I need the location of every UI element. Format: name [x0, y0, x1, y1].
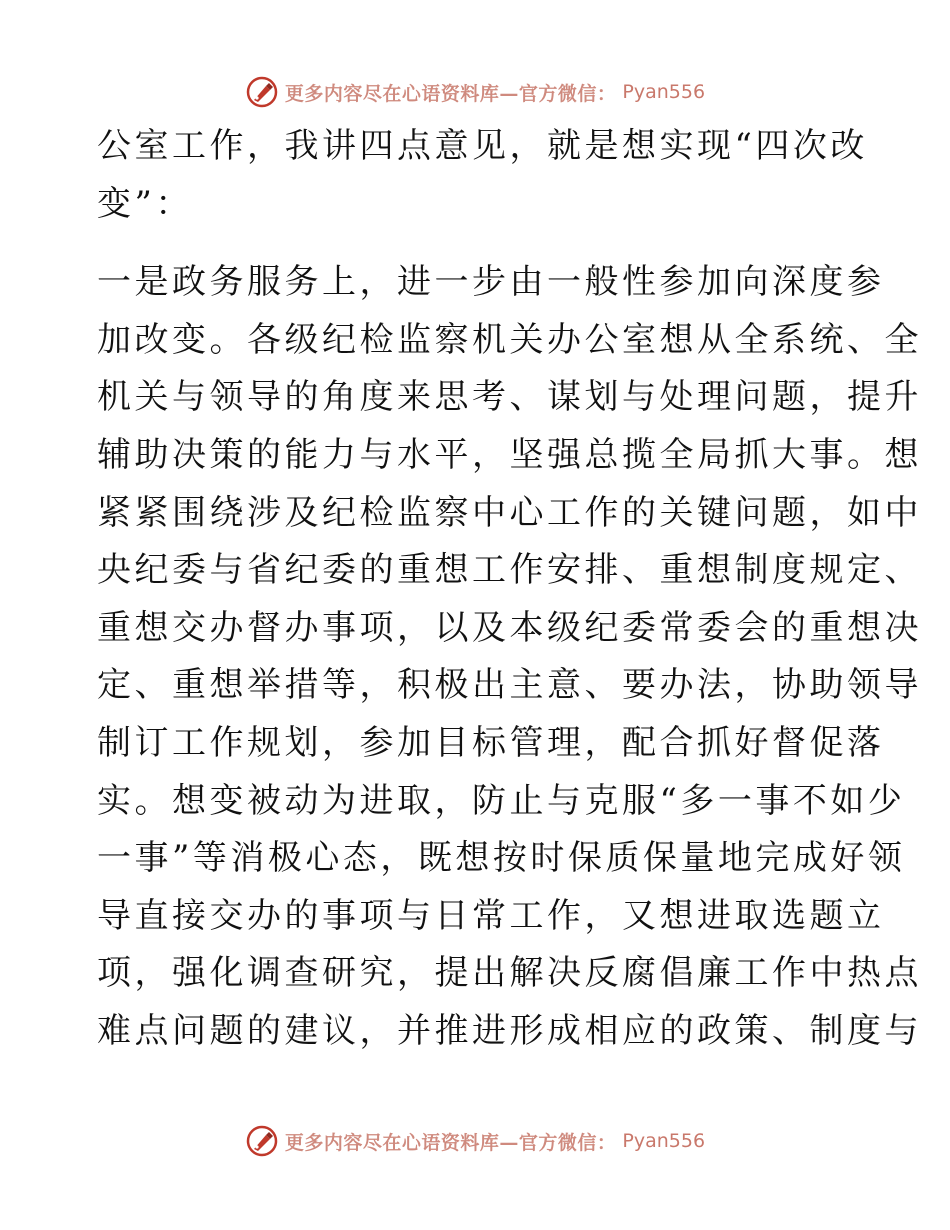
text-line: 变”： — [97, 183, 193, 224]
text-line: 一是政务服务上，进一步由一般性参加向深度参 — [97, 262, 885, 303]
text-line: 加改变。各级纪检监察机关办公室想从全系统、全 — [97, 319, 922, 360]
text-line: 央纪委与省纪委的重想工作安排、重想制度规定、 — [97, 550, 922, 591]
text-line: 制订工作规划，参加目标管理，配合抓好督促落 — [97, 722, 885, 763]
watermark-account: Pyan556 — [622, 81, 706, 103]
pen-nib-logo-icon — [245, 1124, 279, 1158]
header-watermark — [0, 72, 950, 112]
footer-watermark — [0, 1121, 950, 1161]
text-line: 导直接交办的事项与日常工作，又想进取选题立 — [97, 895, 885, 936]
text-line: 实。想变被动为进取，防止与克服“多一事不如少 — [97, 780, 906, 821]
text-line: 辅助决策的能力与水平，坚强总揽全局抓大事。想 — [97, 434, 922, 475]
watermark-account: Pyan556 — [622, 1130, 706, 1152]
document-body — [97, 118, 922, 1061]
text-line: 定、重想举措等，积极出主意、要办法，协助领导 — [97, 665, 922, 706]
text-line: 紧紧围绕涉及纪检监察中心工作的关键问题，如中 — [97, 492, 922, 533]
pen-nib-logo-icon — [245, 75, 279, 109]
text-line: 公室工作，我讲四点意见，就是想实现“四次改 — [97, 126, 868, 166]
watermark-text: 更多内容尽在心语资料库—官方微信： — [284, 82, 617, 105]
text-line: 机关与领导的角度来思考、谋划与处理问题，提升 — [97, 377, 922, 418]
text-line: 一事”等消极心态，既想按时保质保量地完成好领 — [97, 838, 906, 879]
text-line: 重想交办督办事项，以及本级纪委常委会的重想决 — [97, 607, 922, 648]
text-line: 难点问题的建议，并推进形成相应的政策、制度与 — [97, 1010, 922, 1051]
text-line: 项，强化调查研究，提出解决反腐倡廉工作中热点 — [97, 953, 922, 994]
watermark-text: 更多内容尽在心语资料库—官方微信： — [284, 1131, 617, 1154]
